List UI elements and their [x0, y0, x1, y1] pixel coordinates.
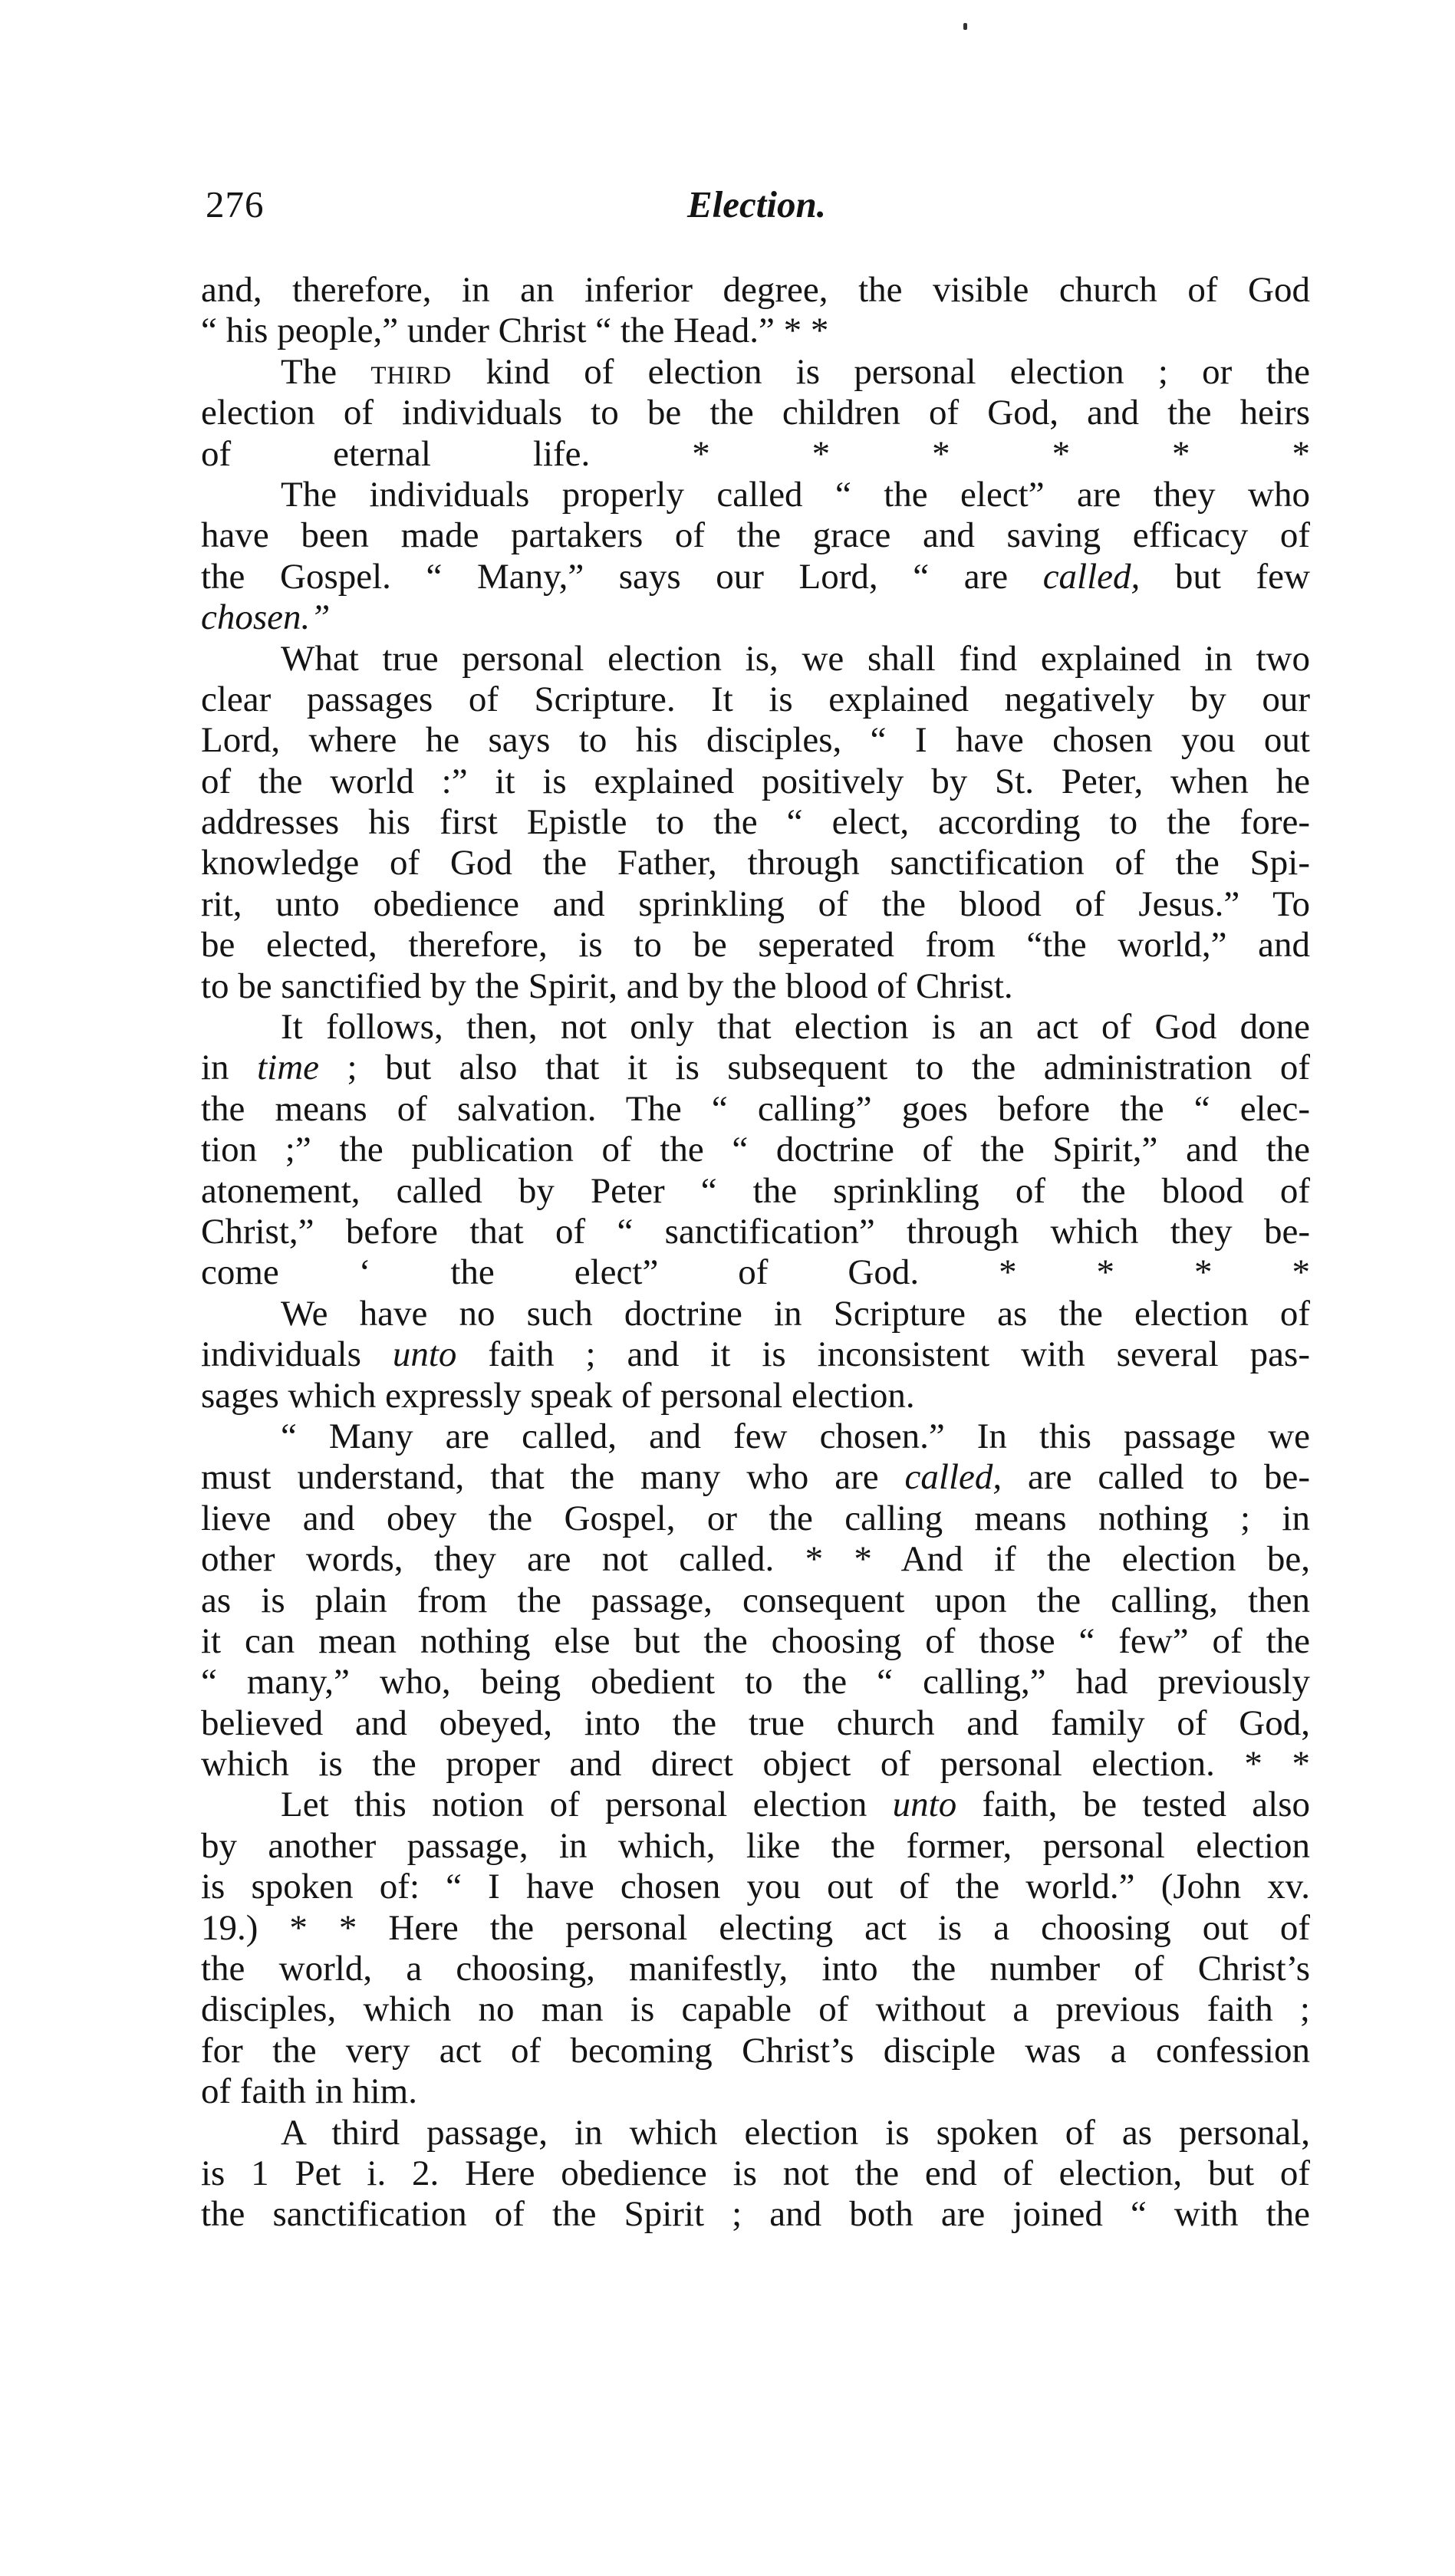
text-run: in [201, 1048, 258, 1088]
italic-text: unto [892, 1785, 957, 1825]
text-line [201, 1334, 1310, 1375]
text-run: individuals [201, 1334, 393, 1375]
text-line: the sanctification of the Spirit ; and both are joined “ with the [201, 2194, 1310, 2235]
text-line: it can mean nothing else but the choosing of those “ few” of the [201, 1620, 1310, 1661]
text-line: Lord, where he says to his disciples, “ I have chosen you out [201, 720, 1310, 761]
text-line: and, therefore, in an inferior degree, the visible church of God [201, 270, 1310, 310]
text-line: as is plain from the passage, consequent upon the calling, then [201, 1580, 1310, 1620]
text-line: the means of salvation. The “ calling” goes before the “ elec- [201, 1088, 1310, 1129]
text-run: kind of election is personal election ; or the [452, 351, 1310, 392]
italic-text: called, [904, 1457, 1002, 1498]
text-line: disciples, which no man is capable of without a previous faith ; [201, 1989, 1310, 2030]
text-line: The individuals properly called “ the elect” are they who [281, 474, 1310, 515]
text-line: sages which expressly speak of personal election. [201, 1375, 915, 1416]
text-line: lieve and obey the Gospel, or the calling means nothing ; in [201, 1498, 1310, 1538]
italic-text: time [257, 1048, 319, 1088]
text-run: Let this notion of personal election [281, 1785, 893, 1825]
text-run: but few [1140, 556, 1310, 597]
text-line: “ Many are called, and few chosen.” In this passage we [281, 1416, 1310, 1456]
text-run: the Gospel. “ Many,” says our Lord, “ are [201, 556, 1043, 597]
italic-text: called, [1042, 556, 1141, 597]
text-run: must understand, that the many who are [201, 1457, 905, 1498]
text-line [201, 557, 1310, 597]
text-run: faith, be tested also [956, 1785, 1310, 1825]
text-line [201, 352, 1310, 393]
text-line: for the very act of becoming Christ’s disciple was a confession [201, 2030, 1310, 2071]
text-line: to be sanctified by the Spirit, and by the blood of Christ. [201, 966, 1013, 1006]
text-line: have been made partakers of the grace and saving efficacy of [201, 515, 1310, 556]
italic-text: unto [392, 1334, 457, 1375]
text-line: by another passage, in which, like the former, personal election [201, 1825, 1310, 1866]
small-caps-text: third [370, 351, 453, 392]
text-line: What true personal election is, we shall find explained in two [281, 638, 1310, 679]
text-line: which is the proper and direct object of personal election. * * [201, 1744, 1310, 1785]
running-title: Election. [687, 183, 827, 225]
text-line: be elected, therefore, is to be seperated from “the world,” and [201, 925, 1310, 966]
text-line: 19.) * * Here the personal electing act is a choosing out of [201, 1907, 1310, 1948]
text-line: tion ;” the publication of the “ doctrine of the Spirit,” and the [201, 1130, 1310, 1170]
body-text [201, 270, 1310, 2235]
text-line: the world, a choosing, manifestly, into the number of Christ’s [201, 1949, 1310, 1989]
text-line: rit, unto obedience and sprinkling of the blood of Jesus.” To [201, 883, 1310, 924]
text-line: “ many,” who, being obedient to the “ calling,” had previously [201, 1662, 1310, 1703]
text-line: is spoken of: “ I have chosen you out of the world.” (John xv. [201, 1867, 1310, 1907]
text-line: is 1 Pet i. 2. Here obedience is not the end of election, but of [201, 2153, 1310, 2193]
text-line [201, 1048, 1310, 1088]
page-number: 276 [206, 183, 265, 225]
text-line: election of individuals to be the children of God, and the heirs [201, 393, 1310, 433]
ink-speck [963, 23, 967, 30]
text-line: atonement, called by Peter “ the sprinkling of the blood of [201, 1170, 1310, 1211]
text-line: addresses his first Epistle to the “ elect, according to the fore- [201, 802, 1310, 843]
text-line: clear passages of Scripture. It is explained negatively by our [201, 679, 1310, 719]
text-line [201, 1785, 1310, 1825]
text-line: Christ,” before that of “ sanctification” through which they be- [201, 1211, 1310, 1252]
text-line [201, 597, 1310, 638]
text-run: faith ; and it is inconsistent with several pas- [456, 1334, 1310, 1375]
text-line: believed and obeyed, into the true church and family of God, [201, 1703, 1310, 1743]
page-header [206, 183, 1310, 236]
text-line: come ‘ the elect” of God. * * * * [201, 1252, 1310, 1293]
text-line [201, 1457, 1310, 1498]
text-line: of eternal life. * * * * * * [201, 433, 1310, 474]
text-run: ; but also that it is subsequent to the administration of [319, 1048, 1310, 1088]
text-line: It follows, then, not only that election is an act of God done [281, 1007, 1310, 1048]
text-line: We have no such doctrine in Scripture as the election of [281, 1293, 1310, 1334]
text-run: The [281, 351, 371, 392]
text-line: “ his people,” under Christ “ the Head.” * * [201, 311, 829, 351]
text-line: of the world :” it is explained positively by St. Peter, when he [201, 761, 1310, 801]
text-line: A third passage, in which election is spoken of as personal, [281, 2112, 1310, 2153]
italic-text: chosen.” [201, 597, 331, 638]
text-run: are called to be- [1002, 1457, 1310, 1498]
text-line: of faith in him. [201, 2071, 417, 2112]
text-line: other words, they are not called. * * And if the election be, [201, 1539, 1310, 1580]
text-line: knowledge of God the Father, through sanctification of the Spi- [201, 843, 1310, 883]
